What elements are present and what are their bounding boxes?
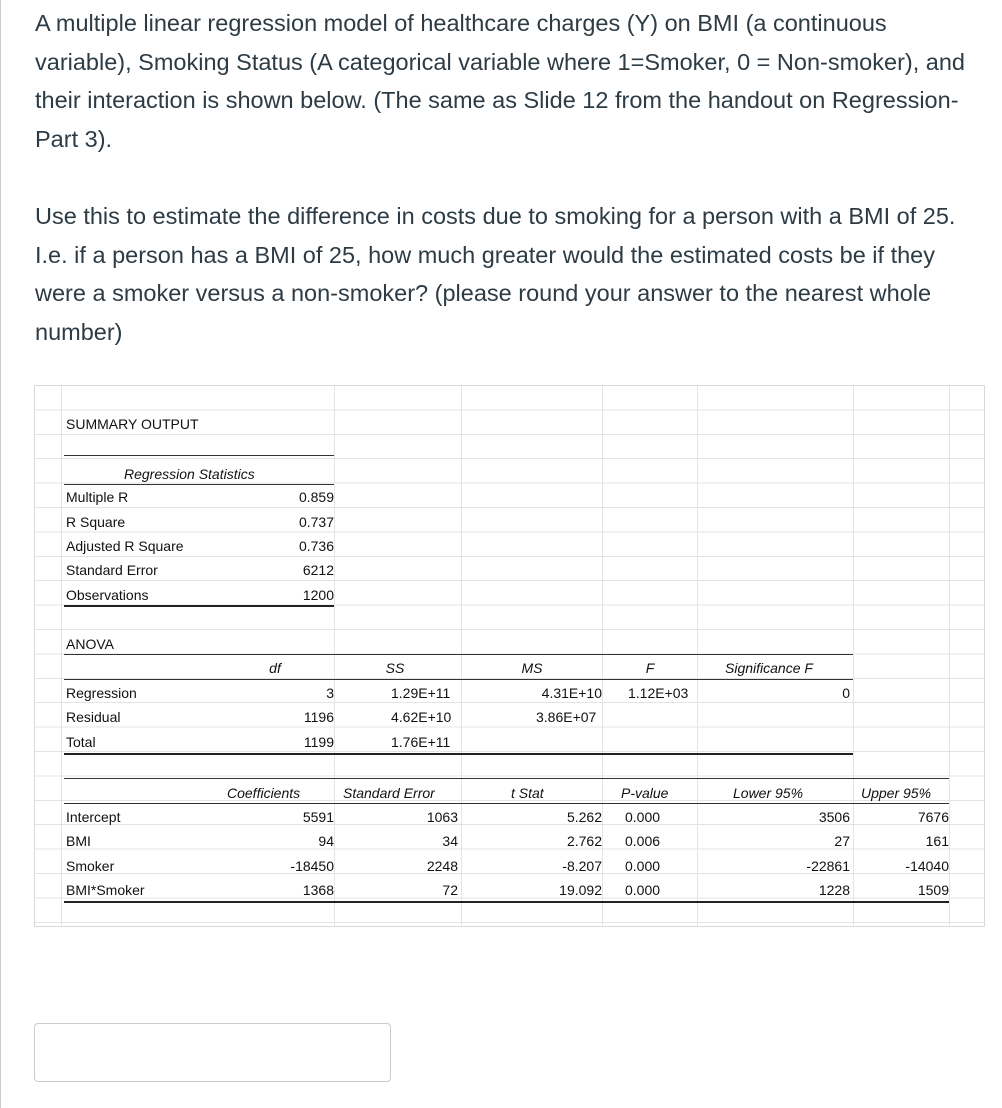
coef-upper-95: 161 (925, 833, 949, 849)
summary-output-title: SUMMARY OUTPUT (66, 416, 199, 432)
coef-t-stat: 5.262 (566, 809, 602, 825)
grid-line (697, 386, 698, 926)
anova-header-f: F (645, 660, 655, 676)
coef-t-stat: 2.762 (566, 833, 602, 849)
table-rule (64, 654, 853, 655)
coef-lower-95: -22861 (806, 858, 850, 874)
coef-standard-error: 72 (442, 882, 458, 898)
anova-row-label: Regression (66, 685, 137, 701)
anova-df: 3 (326, 685, 334, 701)
coef-lower-95: 3506 (818, 809, 850, 825)
coef-lower-95: 1228 (818, 882, 850, 898)
question-paragraph-2: Use this to estimate the difference in costs due to smoking for a person with a BMI of 25. I.e. if a person has a BMI of 25, how much greater would the estimated costs be if they were a smoker versus a non-smoker? (please round your answer to the nearest whole number) (35, 202, 956, 345)
stat-label: R Square (66, 514, 126, 530)
table-rule (64, 901, 949, 903)
anova-header-ss: SS (385, 660, 405, 676)
coef-p-value: 0.000 (625, 809, 661, 825)
table-rule (64, 679, 853, 680)
anova-header-ms: MS (521, 660, 543, 676)
table-rule (64, 753, 853, 755)
anova-row-label: Residual (66, 709, 121, 725)
anova-header-df: df (269, 660, 281, 676)
coef-row-label: Intercept (66, 809, 121, 825)
coef-p-value: 0.000 (625, 882, 661, 898)
anova-ss: 1.29E+11 (391, 685, 451, 701)
anova-header-significance-f: Significance F (725, 660, 813, 676)
stat-value: 0.859 (298, 489, 334, 505)
coef-standard-error: 34 (442, 833, 458, 849)
coef-row-label: BMI*Smoker (66, 882, 145, 898)
stat-value: 6212 (302, 562, 334, 578)
coef-upper-95: 1509 (917, 882, 949, 898)
coef-header-p-value: P-value (621, 785, 669, 801)
coef-t-stat: 19.092 (559, 882, 602, 898)
coef-row-label: Smoker (66, 858, 115, 874)
coef-value: 94 (318, 833, 334, 849)
stat-value: 1200 (302, 587, 334, 603)
stat-label: Multiple R (66, 489, 129, 505)
grid-line (602, 386, 603, 926)
question-paragraph-1: A multiple linear regression model of healthcare charges (Y) on BMI (a continuous variable), Smoking Status (A categorical variable where 1=Smoker, 0 = Non-smoker), and their interaction is shown below. (The same as Slide 12 from the handout on Regression-Part 3). (35, 10, 965, 153)
question-text (35, 4, 980, 352)
grid-line (334, 386, 335, 926)
coef-lower-95: 27 (834, 833, 850, 849)
grid-line (949, 386, 950, 926)
coef-row-label: BMI (66, 833, 91, 849)
coef-header-t-stat: t Stat (511, 785, 544, 801)
regression-output-spreadsheet (34, 385, 985, 927)
coef-p-value: 0.006 (625, 833, 661, 849)
coef-header-coefficients: Coefficients (227, 785, 301, 801)
coef-standard-error: 1063 (426, 809, 458, 825)
table-rule (64, 455, 334, 456)
anova-ss: 4.62E+10 (391, 709, 452, 725)
coef-header-upper-95: Upper 95% (861, 785, 932, 801)
table-rule (64, 803, 949, 804)
anova-df: 1199 (303, 734, 334, 750)
coef-value: 1368 (302, 882, 334, 898)
anova-df: 1196 (303, 709, 334, 725)
stat-value: 0.736 (298, 538, 334, 554)
anova-row-label: Total (66, 734, 96, 750)
grid-line (61, 386, 62, 926)
answer-input[interactable] (34, 1023, 391, 1082)
coef-value: 5591 (302, 809, 334, 825)
coef-value: -18450 (290, 858, 334, 874)
grid-line (853, 386, 854, 926)
stat-label: Observations (66, 587, 149, 603)
coef-p-value: 0.000 (625, 858, 661, 874)
coef-upper-95: 7676 (917, 809, 949, 825)
table-rule (64, 778, 949, 779)
anova-ms: 4.31E+10 (541, 685, 602, 701)
anova-significance-f: 0 (842, 685, 850, 701)
grid-line (461, 386, 462, 926)
regression-statistics-header: Regression Statistics (124, 466, 255, 482)
coef-standard-error: 2248 (426, 858, 458, 874)
anova-title: ANOVA (66, 636, 114, 652)
coef-header-standard-error: Standard Error (343, 785, 435, 801)
table-rule (64, 605, 334, 607)
anova-ss: 1.76E+11 (391, 734, 451, 750)
stat-value: 0.737 (298, 514, 334, 530)
page-left-border (0, 0, 1, 1108)
stat-label: Standard Error (66, 562, 158, 578)
coef-header-lower-95: Lower 95% (733, 785, 804, 801)
table-rule (64, 484, 334, 485)
anova-f: 1.12E+03 (628, 685, 689, 701)
anova-ms: 3.86E+07 (536, 709, 597, 725)
coef-upper-95: -14040 (905, 858, 949, 874)
coef-t-stat: -8.207 (562, 858, 602, 874)
stat-label: Adjusted R Square (66, 538, 184, 554)
